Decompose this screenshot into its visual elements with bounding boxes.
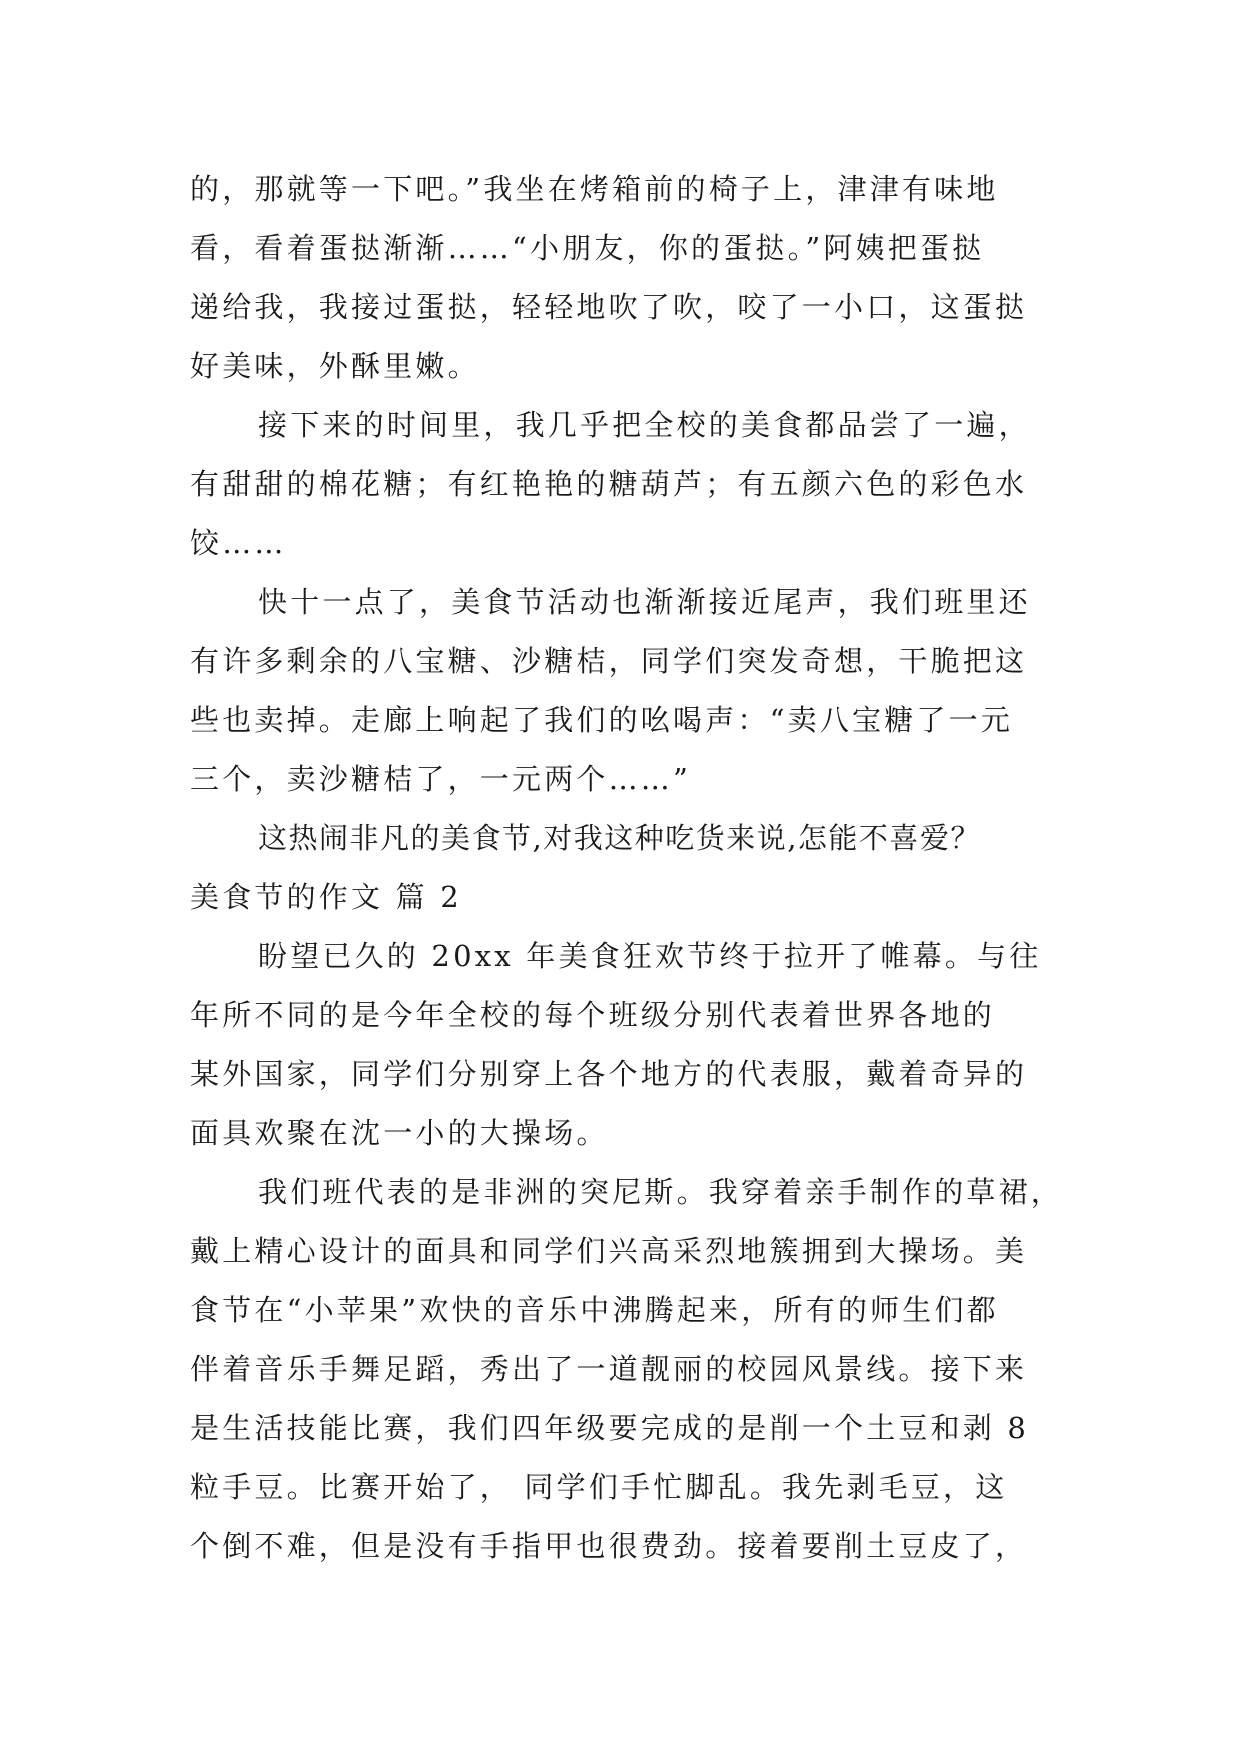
text-line: 是生活技能比赛，我们四年级要完成的是削一个土豆和剥 8 bbox=[190, 1411, 1030, 1445]
text-line: 食节在“小苹果”欢快的音乐中沸腾起来，所有的师生们都 bbox=[190, 1293, 999, 1327]
paragraph-start-line: 接下来的时间里，我几乎把全校的美食都品尝了一遍， bbox=[258, 408, 1031, 442]
text-line: 饺…… bbox=[190, 526, 287, 560]
paragraph-start-line: 快十一点了，美食节活动也渐渐接近尾声，我们班里还 bbox=[258, 585, 1031, 619]
paragraph-start-line: 我们班代表的是非洲的突尼斯。我穿着亲手制作的草裙， bbox=[258, 1175, 1064, 1209]
section-heading: 美食节的作文 篇 2 bbox=[190, 880, 462, 914]
text-line: 面具欢聚在沈一小的大操场。 bbox=[190, 1116, 609, 1150]
text-line: 某外国家，同学们分别穿上各个地方的代表服，戴着奇异的 bbox=[190, 1057, 1028, 1091]
text-line: 伴着音乐手舞足蹈，秀出了一道靓丽的校园风景线。接下来 bbox=[190, 1352, 1028, 1386]
text-line: 看，看着蛋挞渐渐……“小朋友，你的蛋挞。”阿姨把蛋挞 bbox=[190, 231, 985, 265]
paragraph-start-line: 盼望已久的 20xx 年美食狂欢节终于拉开了帷幕。与往 bbox=[258, 939, 1042, 973]
text-line: 的，那就等一下吧。”我坐在烤箱前的椅子上，津津有味地 bbox=[190, 172, 999, 206]
essay-body bbox=[190, 160, 1064, 1576]
text-line: 戴上精心设计的面具和同学们兴高采烈地簇拥到大操场。美 bbox=[190, 1234, 1028, 1268]
paragraph-start-line: 这热闹非凡的美食节,对我这种吃货来说,怎能不喜爱？ bbox=[258, 821, 981, 855]
text-line: 好美味，外酥里嫩。 bbox=[190, 349, 480, 383]
text-line: 粒手豆。比赛开始了， 同学们手忙脚乱。我先剥毛豆，这 bbox=[190, 1470, 1008, 1504]
text-line: 三个，卖沙糖桔了，一元两个……” bbox=[190, 762, 692, 796]
text-line: 年所不同的是今年全校的每个班级分别代表着世界各地的 bbox=[190, 998, 996, 1032]
text-line: 个倒不难，但是没有手指甲也很费劲。接着要削土豆皮了， bbox=[190, 1529, 1028, 1563]
text-line: 有许多剩余的八宝糖、沙糖桔，同学们突发奇想，干脆把这 bbox=[190, 644, 1028, 678]
text-line: 递给我，我接过蛋挞，轻轻地吹了吹，咬了一小口，这蛋挞 bbox=[190, 290, 1028, 324]
text-line: 有甜甜的棉花糖；有红艳艳的糖葫芦；有五颜六色的彩色水 bbox=[190, 467, 1028, 501]
text-line: 些也卖掉。走廊上响起了我们的吆喝声：“卖八宝糖了一元 bbox=[190, 703, 1014, 737]
